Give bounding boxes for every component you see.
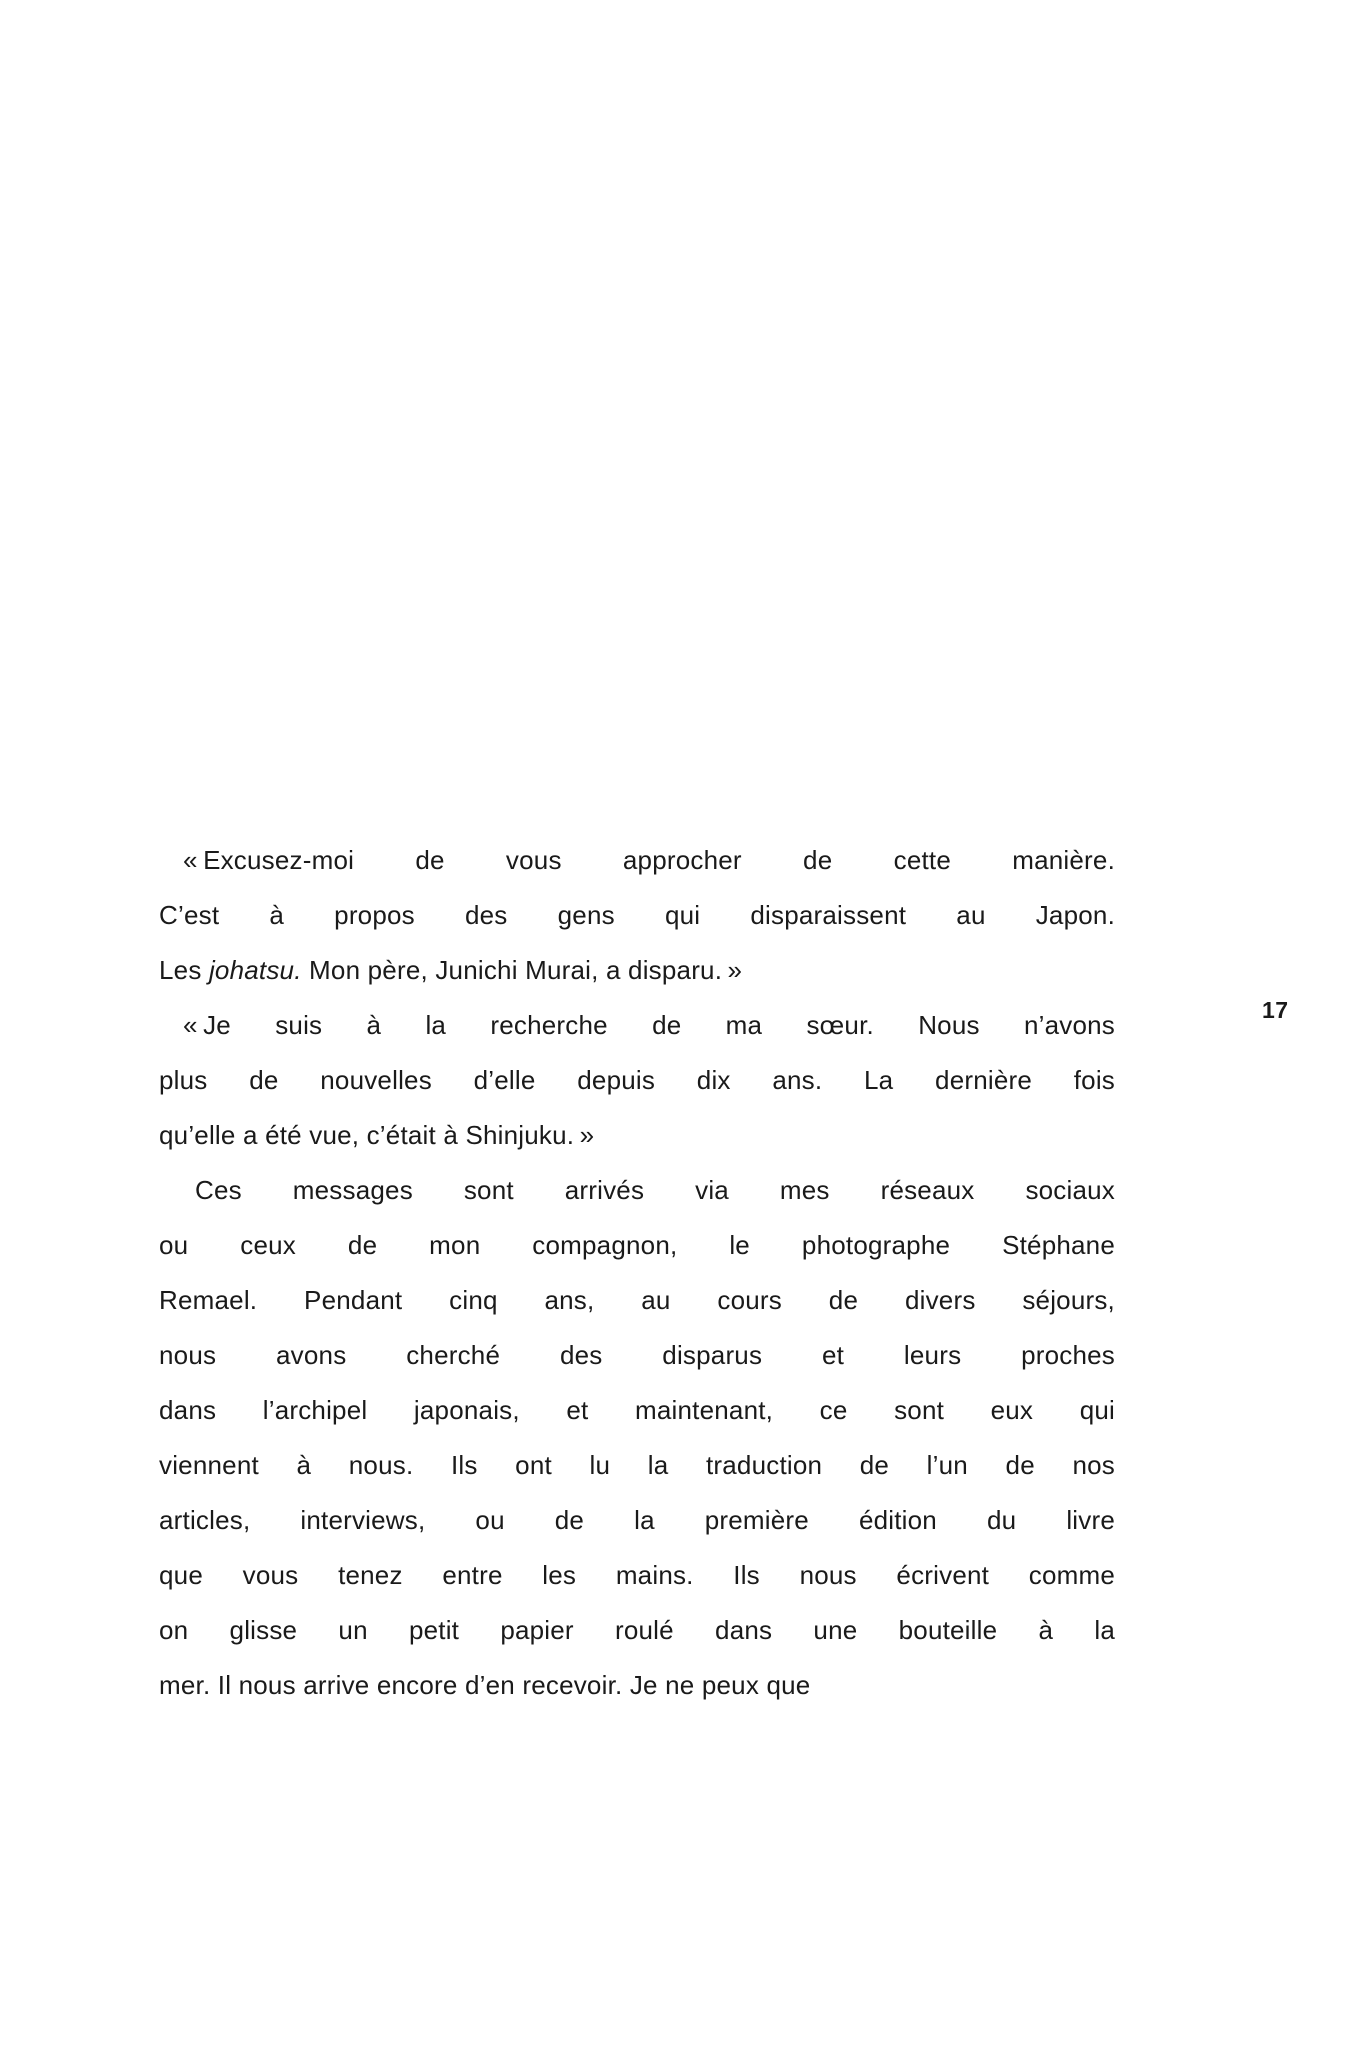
- text-segment: Remael. Pendant cinq ans, au cours de divers séjours,: [159, 1285, 1115, 1315]
- text-line: [159, 1603, 1115, 1658]
- text-line: [159, 1493, 1115, 1548]
- text-segment: C’est à propos des gens qui disparaissent au Japon.: [159, 900, 1115, 930]
- text-line: [159, 1548, 1115, 1603]
- text-segment: que vous tenez entre les mains. Ils nous écrivent comme: [159, 1560, 1115, 1590]
- text-line: [159, 1273, 1115, 1328]
- text-line: [159, 888, 1115, 943]
- text-line: [159, 1658, 1115, 1713]
- text-line: [159, 1053, 1115, 1108]
- text-segment: « Je suis à la recherche de ma sœur. Nous n’avons: [183, 1010, 1115, 1040]
- italic-term: johatsu.: [208, 955, 302, 985]
- text-line: [159, 943, 1115, 998]
- text-segment: dans l’archipel japonais, et maintenant, ce sont eux qui: [159, 1395, 1115, 1425]
- text-segment: ou ceux de mon compagnon, le photographe Stéphane: [159, 1230, 1115, 1260]
- text-segment: viennent à nous. Ils ont lu la traduction de l’un de nos: [159, 1450, 1115, 1480]
- text-line: [159, 1218, 1115, 1273]
- text-line: [159, 1383, 1115, 1438]
- text-segment: nous avons cherché des disparus et leurs proches: [159, 1340, 1115, 1370]
- text-line: [159, 1328, 1115, 1383]
- text-segment: plus de nouvelles d’elle depuis dix ans. La dernière fois: [159, 1065, 1115, 1095]
- text-line: [159, 1108, 1115, 1163]
- text-line: [159, 998, 1115, 1053]
- text-segment: mer. Il nous arrive encore d’en recevoir. Je ne peux que: [159, 1670, 811, 1700]
- text-line: [159, 1438, 1115, 1493]
- text-segment: Mon père, Junichi Murai, a disparu. »: [301, 955, 743, 985]
- text-line: [159, 833, 1115, 888]
- text-segment: qu’elle a été vue, c’était à Shinjuku. »: [159, 1120, 595, 1150]
- text-block: [159, 833, 1115, 1713]
- text-segment: on glisse un petit papier roulé dans une bouteille à la: [159, 1615, 1115, 1645]
- page-number: 17: [1262, 997, 1289, 1023]
- text-segment: Ces messages sont arrivés via mes réseaux sociaux: [195, 1175, 1115, 1205]
- text-segment: « Excusez-moi de vous approcher de cette manière.: [183, 845, 1115, 875]
- text-segment: articles, interviews, ou de la première édition du livre: [159, 1505, 1115, 1535]
- text-line: [159, 1163, 1115, 1218]
- text-segment: Les: [159, 955, 209, 985]
